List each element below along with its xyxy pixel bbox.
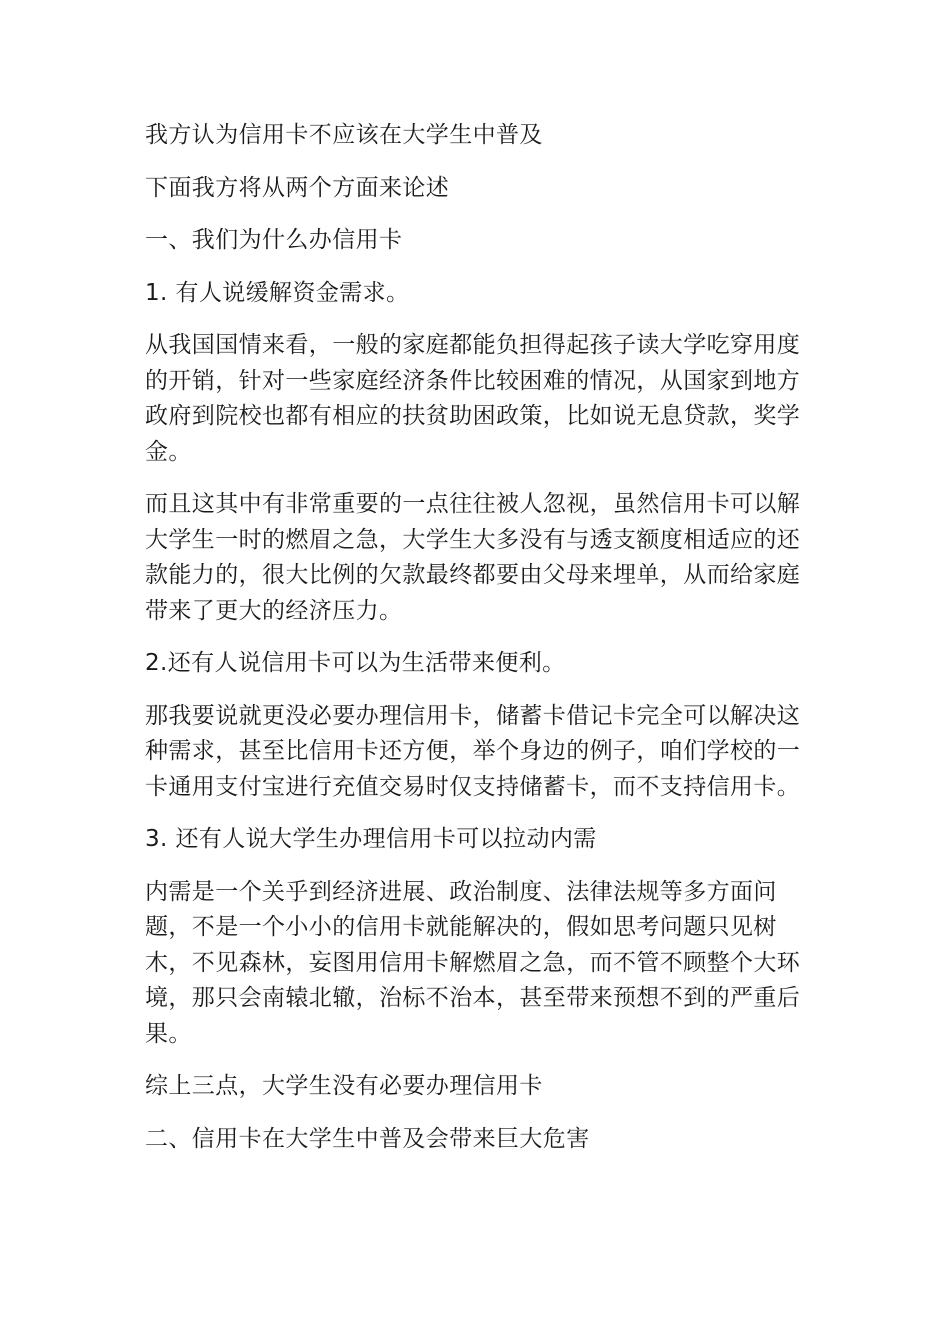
document-body [145, 118, 810, 1174]
summary-statement: 综上三点，大学生没有必要办理信用卡 [145, 1073, 543, 1099]
section-heading-2: 二、信用卡在大学生中普及会带来巨大危害 [145, 1125, 590, 1152]
point-3-body: 内需是一个关乎到经济进展、政治制度、法律法规等多方面问题，不是一个小小的信用卡就能解决的，假如思考问题只见树木，不见森林，妄图用信用卡解燃眉之急，而不管不顾整个大环境，那只会南辕北辙，治标不治本，甚至带来预想不到的严重后果。 [145, 878, 801, 1047]
outline-intro: 下面我方将从两个方面来论述 [145, 174, 450, 201]
point-1-body-b: 而且这其中有非常重要的一点往往被人忽视，虽然信用卡可以解大学生一时的燃眉之急，大学生大多没有与透支额度相适应的还款能力的，很大比例的欠款最终都要由父母来埋单，从而给家庭带来了更大的经济压力。 [145, 491, 801, 624]
thesis-statement: 我方认为信用卡不应该在大学生中普及 [145, 122, 543, 148]
point-1-body-a: 从我国国情来看，一般的家庭都能负担得起孩子读大学吃穿用度的开销，针对一些家庭经济条件比较困难的情况，从国家到地方政府到院校也都有相应的扶贫助困政策，比如说无息贷款，奖学金。 [145, 332, 801, 465]
point-heading-1: 1. 有人说缓解资金需求。 [145, 279, 410, 306]
point-heading-2: 2.还有人说信用卡可以为生活带来便利。 [145, 650, 566, 676]
point-2-body: 那我要说就更没必要办理信用卡，储蓄卡借记卡完全可以解决这种需求，甚至比信用卡还方便，举个身边的例子，咱们学校的一卡通用支付宝进行充值交易时仅支持储蓄卡，而不支持信用卡。 [145, 702, 801, 800]
section-heading-1: 一、我们为什么办信用卡 [145, 227, 403, 253]
point-heading-3: 3. 还有人说大学生办理信用卡可以拉动内需 [145, 826, 597, 852]
